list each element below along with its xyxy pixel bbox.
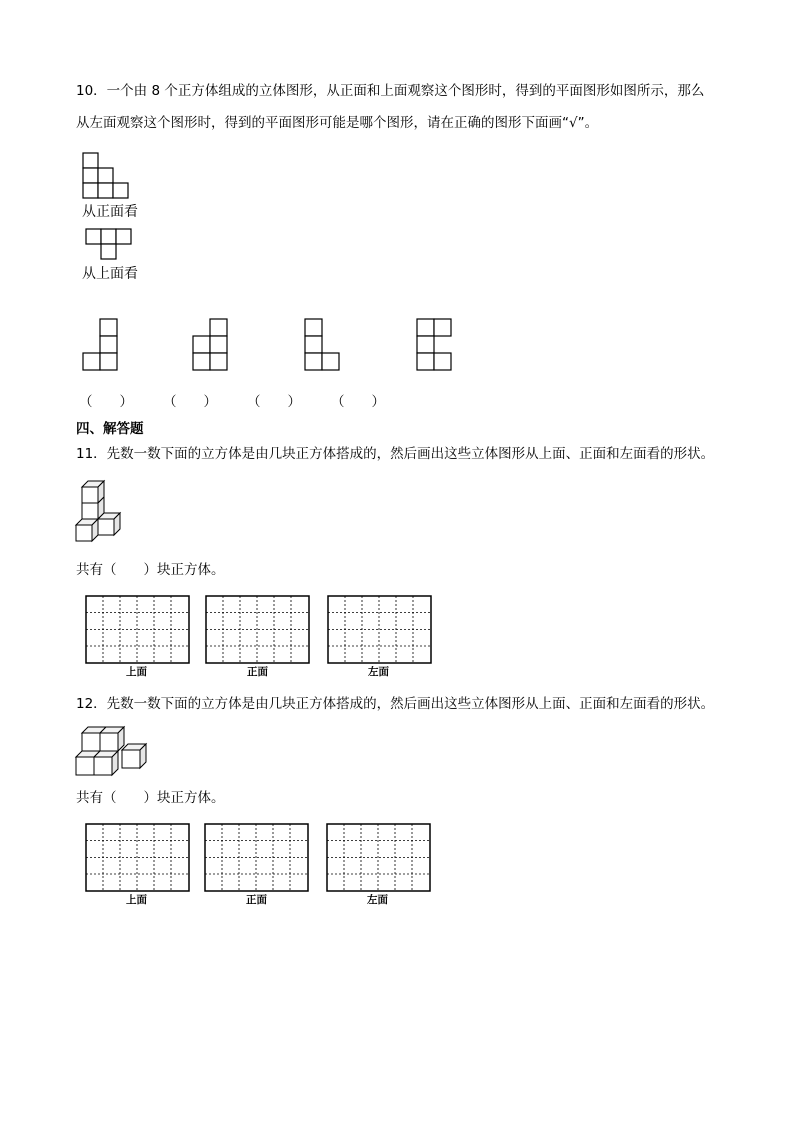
q11-grid-front[interactable] (205, 595, 311, 669)
option-d-blank[interactable]: （ ） (331, 394, 385, 410)
q11-cube-figure (74, 478, 126, 546)
q12-label-left: 左面 (367, 894, 388, 906)
q11-grid-top[interactable] (85, 595, 191, 669)
option-a-figure (82, 318, 120, 374)
q12-grid-front[interactable] (204, 823, 310, 897)
option-c-blank[interactable]: （ ） (247, 394, 301, 410)
q12-label-top: 上面 (126, 894, 147, 906)
q10-text-line2: 从左面观察这个图形时，得到的平面图形可能是哪个图形，请在正确的图形下面画“√”。 (76, 115, 599, 131)
q11-label-front: 正面 (247, 666, 268, 678)
q12-grid-left[interactable] (326, 823, 432, 897)
top-view-label: 从上面看 (82, 266, 138, 282)
option-c-figure (304, 318, 344, 374)
q11-grid-left[interactable] (327, 595, 433, 669)
option-d-figure (416, 318, 456, 374)
section-title: 四、解答题 (76, 421, 144, 437)
q12-cube-figure (74, 724, 150, 780)
q12-label-front: 正面 (246, 894, 267, 906)
option-b-blank[interactable]: （ ） (163, 394, 217, 410)
q12-text: 12．先数一数下面的立方体是由几块正方体搭成的，然后画出这些立体图形从上面、正面和左面看的形状。 (76, 696, 715, 712)
front-view-label: 从正面看 (82, 204, 138, 220)
option-a-blank[interactable]: （ ） (79, 394, 133, 410)
q11-label-top: 上面 (126, 666, 147, 678)
option-b-figure (192, 318, 230, 374)
q12-count-text[interactable]: 共有（ ）块正方体。 (76, 790, 225, 806)
q11-text: 11．先数一数下面的立方体是由几块正方体搭成的，然后画出这些立体图形从上面、正面和左面看的形状。 (76, 446, 715, 462)
top-view-figure (85, 228, 135, 262)
q12-grid-top[interactable] (85, 823, 191, 897)
q10-text-line1: 10．一个由 8 个正方体组成的立体图形，从正面和上面观察这个图形时，得到的平面图形如图所示，那么 (76, 83, 705, 99)
q11-label-left: 左面 (368, 666, 389, 678)
q11-count-text[interactable]: 共有（ ）块正方体。 (76, 562, 225, 578)
front-view-figure (82, 152, 132, 200)
